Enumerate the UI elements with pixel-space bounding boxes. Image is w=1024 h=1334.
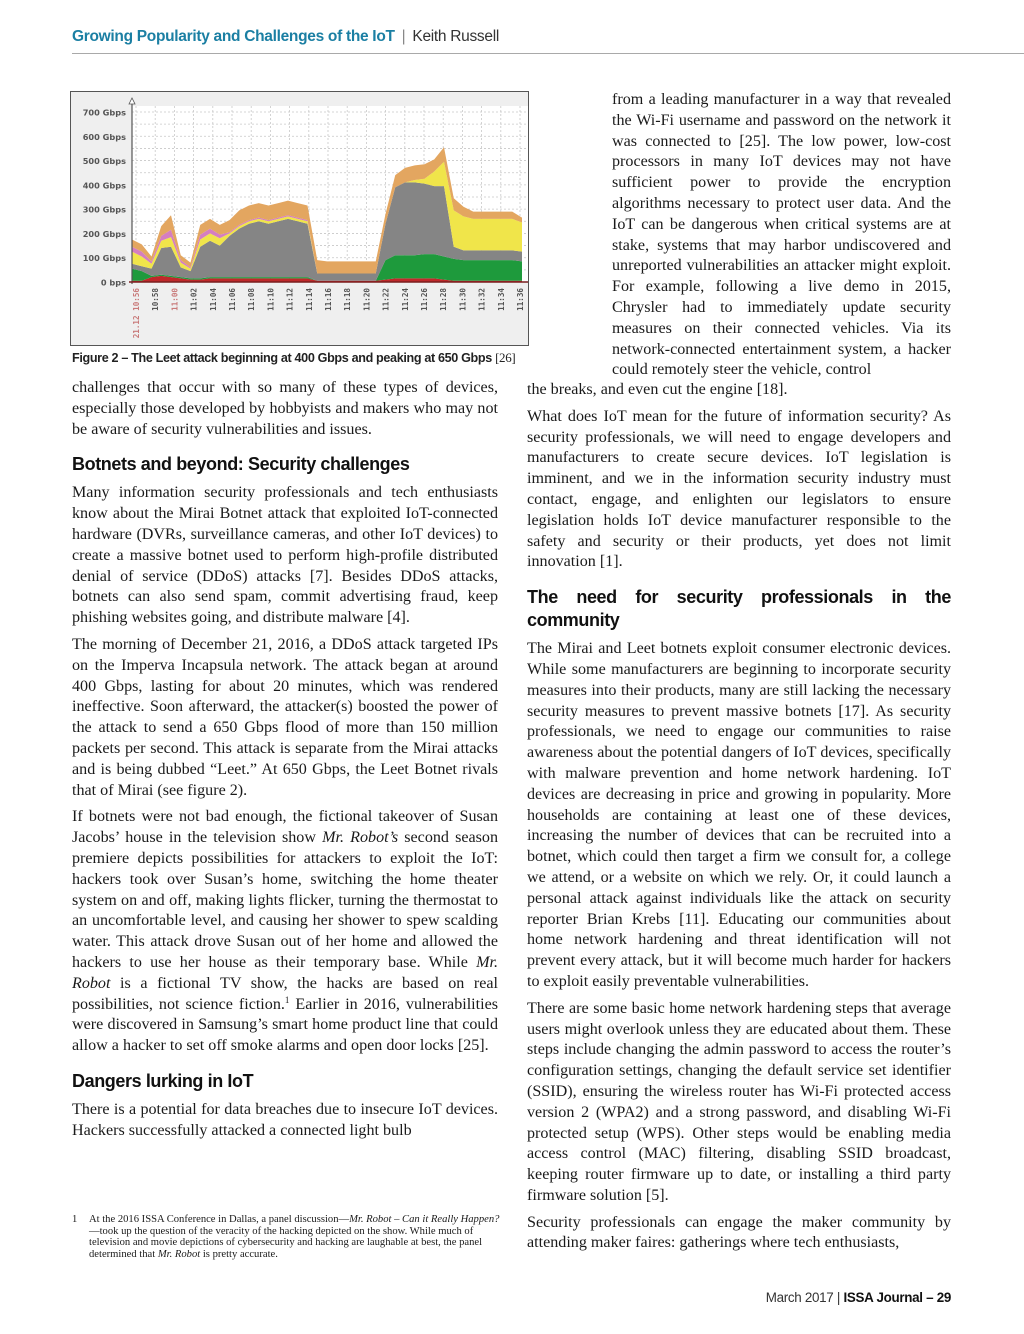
- svg-text:11:06: 11:06: [228, 288, 237, 311]
- journal-page: ISSA Journal – 29: [843, 1290, 951, 1305]
- svg-text:11:24: 11:24: [400, 288, 410, 311]
- svg-text:11:02: 11:02: [189, 288, 199, 311]
- svg-text:11:00: 11:00: [170, 288, 180, 311]
- svg-text:11:14: 11:14: [304, 288, 314, 311]
- text-run: —took up the question of the veracity of the hacking depicted on the show. While much of television and movie depictions of cybersecurity and hacking are laughable at best, the panel determined that: [89, 1225, 483, 1260]
- svg-text:11:10: 11:10: [266, 288, 276, 311]
- svg-text:11:16: 11:16: [324, 288, 333, 311]
- text-run: is a fictional TV show, the hacks are based on real possibilities, not science fiction.: [72, 974, 498, 1013]
- footnote-text: [89, 1214, 502, 1260]
- svg-text:700 Gbps: 700 Gbps: [82, 107, 126, 118]
- svg-text:11:08: 11:08: [247, 288, 257, 311]
- text-run: is pretty accurate.: [200, 1248, 278, 1260]
- svg-text:11:32: 11:32: [477, 288, 487, 311]
- header-separator: |: [401, 28, 406, 45]
- article-title: Growing Popularity and Challenges of the IoT: [72, 28, 395, 45]
- text-run: At the 2016 ISSA Conference in Dallas, a panel discussion—: [89, 1214, 350, 1225]
- paragraph-hardening: There are some basic home network hardening steps that average users might overlook unless they are educated about them. These steps include changing the admin password to access the router’s configuration settings, changing the default service set identifier (SSID), ensuring the wireless router has Wi-Fi protected access version 2 (WPA2) and a strong password, and disabling Wi-Fi protected setup (WPS). Other steps would be enabling media access control (MAC) filtering, disabling SSID broadcast, keeping router firmware up to date, or installing a third party firmware solution [5].: [527, 999, 951, 1204]
- svg-text:11:04: 11:04: [208, 288, 218, 311]
- running-header: [72, 28, 1024, 54]
- svg-text:11:18: 11:18: [343, 288, 353, 311]
- text-run: second season premiere depicts possibilities for attackers to exploit the IoT: hackers took over Susan’s home, switching the home theater system on and off, making lights flicker, turning the thermostat to an uncomfortable level, and causing her shower to spew scalding water. This attack drove Susan out of her home and allowed the hackers to use her house as their temporary base. While: [72, 829, 498, 971]
- figure-caption-label: Figure 2 – The Leet attack beginning at 400 Gbps and peaking at 650 Gbps: [72, 351, 492, 365]
- svg-text:11:34: 11:34: [496, 288, 506, 311]
- italic-panel-title: Mr. Robot – Can it Really Happen?: [349, 1214, 500, 1225]
- italic-show-title: Mr. Robot’s: [322, 829, 399, 847]
- svg-text:11:22: 11:22: [381, 288, 391, 311]
- right-column: [527, 380, 951, 1260]
- figure-2-chart: [70, 91, 529, 346]
- svg-text:200 Gbps: 200 Gbps: [82, 228, 126, 239]
- svg-text:10:58: 10:58: [151, 288, 161, 311]
- svg-text:300 Gbps: 300 Gbps: [82, 204, 126, 215]
- article-author: Keith Russell: [412, 28, 499, 45]
- svg-text:11:28: 11:28: [439, 288, 449, 311]
- figure-caption-ref: [26]: [495, 350, 516, 365]
- paragraph-mirai: Many information security professionals and tech enthusiasts know about the Mirai Botnet attack that exploited IoT-connected hardware (DVRs, surveillance cameras, and other IoT devices) to create a massive botnet used to perform high-profile distributed denial of service (DDoS) attacks [7]. Besides DDoS attacks, botnets can also send spam, commit advertising fraud, keep phishing websites going, and distribute malware [4].: [72, 484, 498, 627]
- footnote-1: [72, 1214, 502, 1260]
- right-column-continuation: from a leading manufacturer in a way that revealed the Wi-Fi username and password on the network it was connected to [25]. The low power, low-cost processors in many IoT devices may not have sufficient power to provide the encryption algorithms necessary to protect user data. And the IoT can be dangerous when critical systems are at stake, systems that may harbor undiscovered and unreported vulnerabilities an attacker might exploit. For example, following a live demo in 2015, Chrysler had to immediately update security measures on their connected vehicles. Via its network-connected entertainment system, a hacker could remotely steer the vehicle, control: [612, 91, 951, 379]
- svg-text:21.12 10:56: 21.12 10:56: [132, 288, 141, 339]
- svg-text:400 Gbps: 400 Gbps: [82, 180, 126, 191]
- paragraph-breaks: the breaks, and even cut the engine [18].: [527, 381, 788, 398]
- left-column: [72, 378, 498, 1148]
- paragraph-future: What does IoT mean for the future of information security? As security professionals, we will need to engage developers and manufacturers to create secure devices. IoT legislation is imminent, and we in the information security industry must contact, engage, and enlighten our legislators to ensure legislation holds IoT device manufacturer responsible to the safety and security or their products, yet does not limit innovation [1].: [527, 407, 951, 571]
- svg-text:11:26: 11:26: [420, 288, 429, 311]
- svg-text:100 Gbps: 100 Gbps: [82, 253, 126, 264]
- svg-text:500 Gbps: 500 Gbps: [82, 156, 126, 167]
- footnote-number: 1: [72, 1214, 78, 1225]
- text-run: If botnets were not bad enough, the fictional takeover of Susan Jacobs’ house in the television show: [72, 808, 498, 847]
- folio-separator: |: [836, 1290, 841, 1305]
- heading-dangers: Dangers lurking in IoT: [72, 1070, 254, 1091]
- paragraph-mr-robot: [72, 807, 498, 1057]
- page-folio: [766, 1290, 951, 1305]
- svg-text:11:36: 11:36: [516, 288, 525, 311]
- traffic-chart: [71, 92, 529, 346]
- heading-need-professionals: The need for security professionals in the community: [527, 587, 951, 631]
- text-run: Earlier in 2016, vulnerabilities were discovered in Samsung’s smart home product line that could allow a hacker to set off smoke alarms and open door locks [25].: [72, 995, 499, 1055]
- heading-botnets: Botnets and beyond: Security challenges: [72, 454, 410, 475]
- svg-text:11:12: 11:12: [285, 288, 295, 311]
- figure-caption: [72, 350, 515, 366]
- svg-text:0 bps: 0 bps: [100, 277, 126, 288]
- svg-text:11:20: 11:20: [362, 288, 372, 311]
- paragraph-mirai-leet: The Mirai and Leet botnets exploit consumer electronic devices. While some manufacturers are beginning to incorporate security measures into their products, many are still lacking the necessary security measures to prevent massive botnets [17]. As security professionals, we need to engage our communities to raise awareness about the potential dangers of IoT devices, specifically with malware prevention and home network hardening. IoT devices are decreasing in price and growing in popularity. More households are containing at least one of these devices, increasing the number of devices that can be recruited into a botnet, which could then target a firm we consult for, a college we attend, or a website on which we rely. Or, it could launch a personal attack against individuals like the attack on security reporter Brian Krebs [11]. Educating our communities about home network hardening and threat identification will not prevent every attack, but it will become much harder for hackers to exploit easily preventable vulnerabilities.: [527, 640, 951, 990]
- paragraph-dangers: There is a potential for data breaches due to insecure IoT devices. Hackers successfully attacked a connected light bulb: [72, 1100, 498, 1139]
- paragraph-maker: Security professionals can engage the maker community by attending maker faires: gatherings where tech enthusiasts,: [527, 1213, 951, 1252]
- issue-date: March 2017: [765, 1290, 834, 1305]
- italic-show-title: Mr. Robot: [157, 1248, 201, 1260]
- svg-text:11:30: 11:30: [458, 288, 468, 311]
- paragraph-leet-attack: The morning of December 21, 2016, a DDoS attack targeted IPs on the Imperva Incapsula network. The attack began at around 400 Gbps, lasting for about 20 minutes, which was rendered ineffective. Soon afterward, the attacker(s) boosted the power of the attack to send a 650 Gbps flood of more than 150 million packets per second. This attack is separate from the Mirai attacks and is being dubbed “Leet.” At 650 Gbps, the Leet Botnet rivals that of Mirai (see figure 2).: [72, 635, 498, 799]
- footnote-marker[interactable]: 1: [284, 994, 290, 1005]
- italic-show-title: Mr. Robot: [72, 953, 498, 992]
- svg-text:600 Gbps: 600 Gbps: [82, 131, 126, 142]
- paragraph-intro: challenges that occur with so many of these types of devices, especially those developed by hobbyists and makers who may not be aware of security vulnerabilities and issues.: [72, 379, 498, 438]
